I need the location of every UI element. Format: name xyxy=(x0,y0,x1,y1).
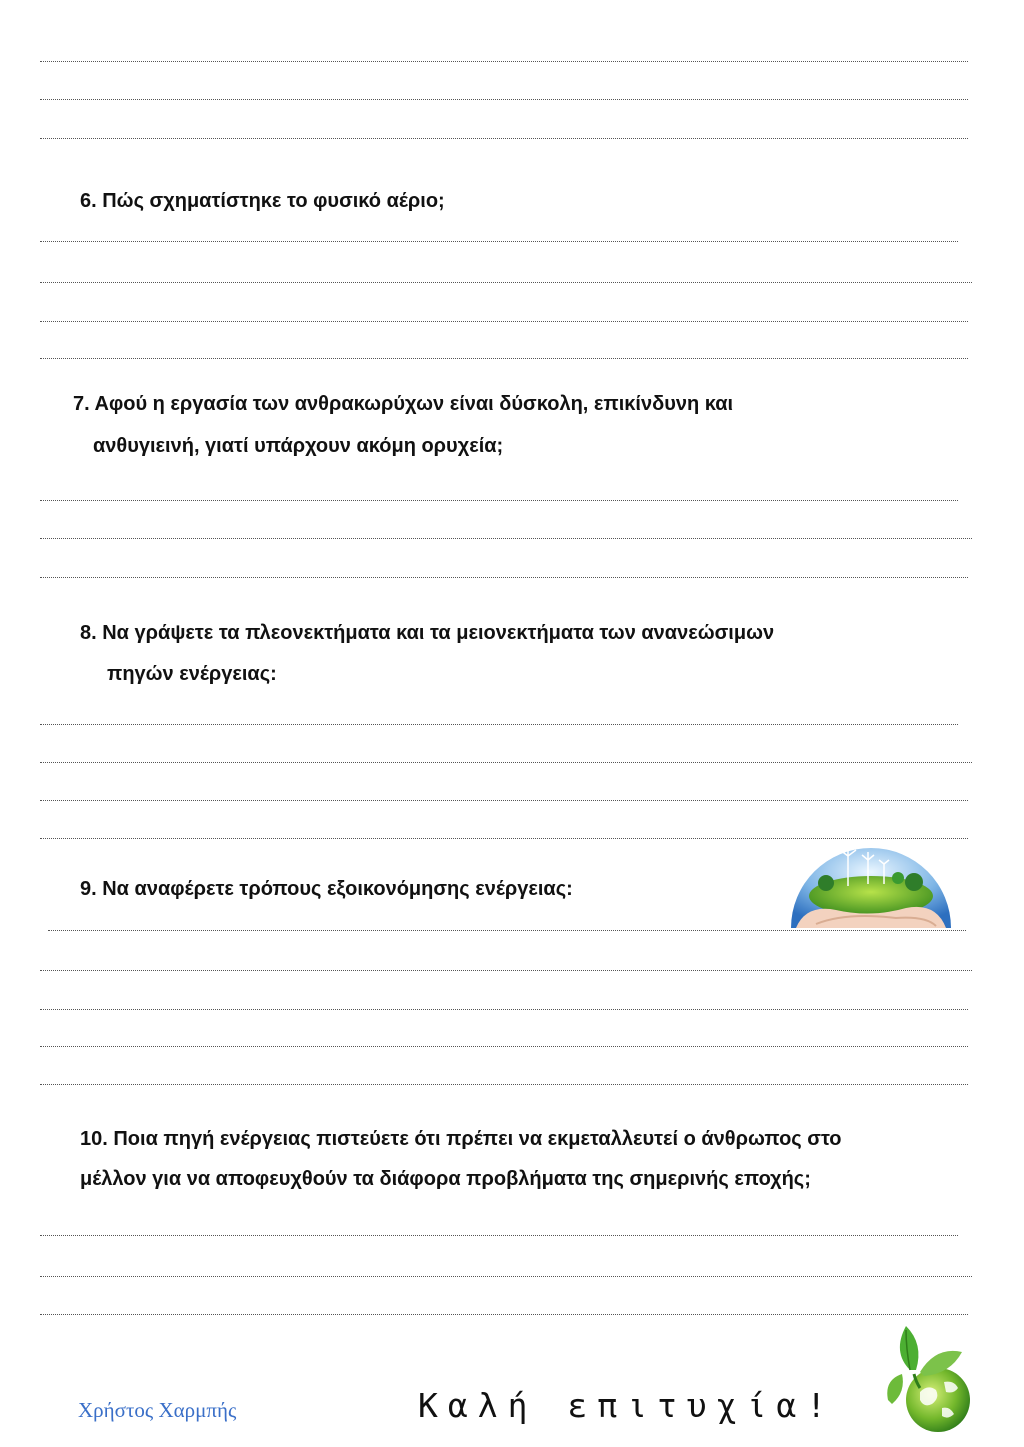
question-10-cont: μέλλον για να αποφευχθούν τα διάφορα προβλήματα της σημερινής εποχής; xyxy=(80,1168,811,1190)
answer-line[interactable] xyxy=(40,1235,958,1236)
answer-line[interactable] xyxy=(40,138,968,139)
answer-line[interactable] xyxy=(40,1009,968,1010)
answer-line[interactable] xyxy=(40,358,968,359)
question-9: 9. Να αναφέρετε τρόπους εξοικονόμησης ενέργειας: xyxy=(80,878,573,900)
answer-line[interactable] xyxy=(40,800,968,801)
answer-line[interactable] xyxy=(40,1046,968,1047)
answer-line[interactable] xyxy=(40,61,968,62)
hand-holding-green-earth-with-wind-turbines-icon xyxy=(786,838,956,930)
question-10: 10. Ποια πηγή ενέργειας πιστεύετε ότι πρέπει να εκμεταλλευτεί ο άνθρωπος στο xyxy=(80,1128,842,1150)
answer-line[interactable] xyxy=(40,724,958,725)
question-6: 6. Πώς σχηματίστηκε το φυσικό αέριο; xyxy=(80,190,445,212)
answer-line[interactable] xyxy=(40,321,968,322)
answer-line[interactable] xyxy=(40,577,968,578)
answer-line[interactable] xyxy=(40,970,972,971)
answer-line[interactable] xyxy=(40,1084,968,1085)
answer-line[interactable] xyxy=(40,538,972,539)
closing-message: Καλή επιτυχία! xyxy=(418,1386,837,1425)
answer-line[interactable] xyxy=(48,930,966,931)
answer-line[interactable] xyxy=(40,241,958,242)
answer-line[interactable] xyxy=(40,1314,968,1315)
green-globe-with-leaves-icon xyxy=(880,1322,980,1436)
question-7-cont: ανθυγιεινή, γιατί υπάρχουν ακόμη ορυχεία; xyxy=(93,435,504,457)
answer-line[interactable] xyxy=(40,282,972,283)
answer-line[interactable] xyxy=(40,762,972,763)
question-8-cont: πηγών ενέργειας: xyxy=(107,663,277,685)
answer-line[interactable] xyxy=(40,99,968,100)
answer-line[interactable] xyxy=(40,1276,972,1277)
question-8: 8. Να γράψετε τα πλεονεκτήματα και τα μειονεκτήματα των ανανεώσιμων xyxy=(80,622,775,644)
author-name: Χρήστος Χαρμπής xyxy=(78,1398,237,1422)
question-7: 7. Αφού η εργασία των ανθρακωρύχων είναι δύσκολη, επικίνδυνη και xyxy=(73,393,734,415)
answer-line[interactable] xyxy=(40,500,958,501)
